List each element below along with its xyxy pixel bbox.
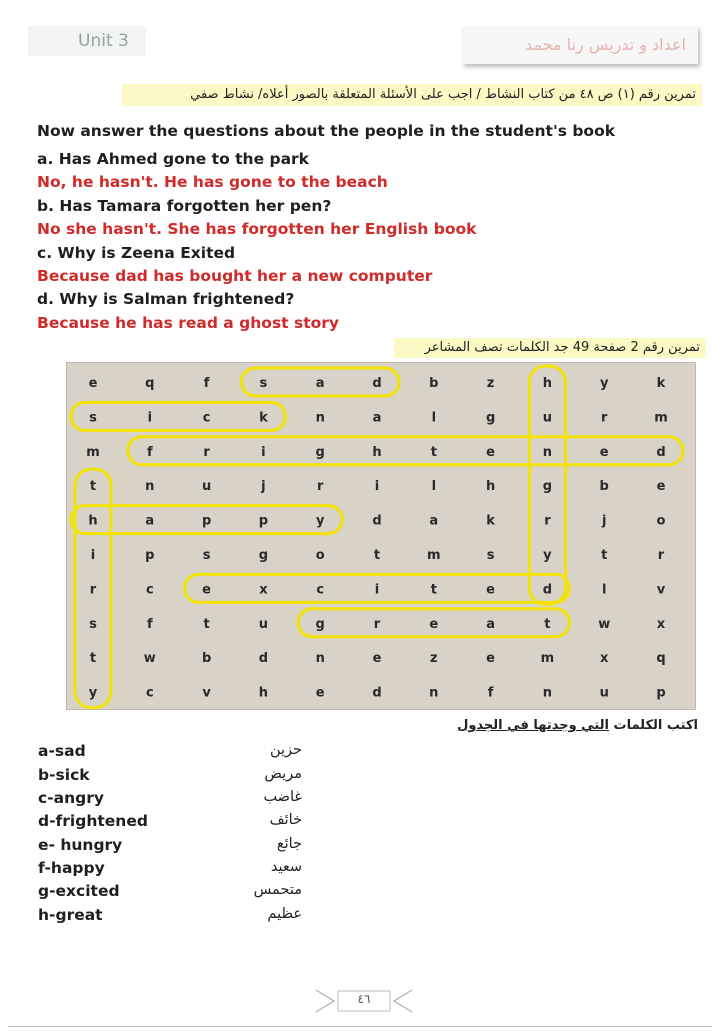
vocab-ar-g: متحمس (253, 882, 302, 898)
grid-letter: c (145, 582, 154, 598)
vocab-en-e: e- hungry (38, 836, 123, 854)
grid-letter: t (601, 548, 608, 563)
grid-letter: s (89, 616, 97, 632)
grid-letter: z (486, 376, 495, 391)
grid-letter: x (600, 651, 609, 667)
grid-letter: g (542, 479, 553, 495)
vocab-en-a: a-sad (38, 742, 86, 760)
grid-letter: l (601, 582, 607, 598)
grid-letter: r (544, 513, 551, 529)
grid-letter: b (599, 479, 609, 495)
grid-letter: a (429, 513, 439, 529)
grid-letter: h (258, 685, 269, 701)
grid-letter: h (485, 479, 496, 495)
grid-letter: g (315, 444, 325, 460)
grid-letter: e (486, 582, 496, 598)
grid-letter: b (429, 376, 439, 391)
question-b: b. Has Tamara forgotten her pen? (37, 197, 332, 215)
grid-letter: m (540, 651, 555, 667)
grid-letter: t (544, 616, 551, 632)
grid-letter: a (145, 513, 155, 529)
grid-letter: s (259, 376, 268, 391)
grid-letter: e (599, 444, 609, 460)
grid-letter: r (89, 582, 97, 598)
grid-letter: q (145, 376, 155, 391)
vocab-ar-f: سعيد (270, 859, 302, 875)
grid-letter: n (315, 410, 325, 426)
vocab-ar-b: مريض (264, 766, 302, 782)
grid-letter: i (374, 479, 380, 495)
grid-letter: t (203, 616, 210, 632)
grid-letter: m (654, 410, 668, 426)
exercise1-instruction: Now answer the questions about the people in the student's book (37, 122, 616, 140)
grid-letter: h (372, 444, 382, 460)
grid-letter: p (258, 513, 269, 529)
grid-letter: a (315, 376, 325, 391)
grid-letter: f (146, 444, 153, 460)
grid-letter: g (315, 616, 325, 632)
vocab-en-f: f-happy (38, 859, 105, 877)
grid-letter: z (430, 651, 438, 667)
grid-letter: x (259, 582, 268, 598)
grid-letter: i (374, 582, 380, 598)
grid-letter: j (261, 479, 266, 495)
exercise1-header: تمرين رقم (١) ص ٤٨ من كتاب النشاط / اجب على الأسئلة المتعلقة بالصور أعلاه/ نشاط صفي (122, 84, 702, 106)
grid-letter: p (145, 548, 155, 563)
write-words-header (457, 718, 698, 733)
grid-letter: e (486, 651, 496, 667)
grid-letter: h (88, 513, 98, 529)
vocab-ar-e: جائع (276, 836, 302, 852)
answer-a: No, he hasn't. He has gone to the beach (37, 173, 388, 191)
grid-letter: e (486, 444, 496, 460)
question-a: a. Has Ahmed gone to the park (37, 150, 309, 168)
grid-letter: r (373, 616, 381, 632)
grid-letter: u (599, 685, 609, 701)
answer-c: Because dad has bought her a new computer (37, 267, 433, 285)
grid-letter: o (656, 513, 666, 529)
word-search-grid (66, 362, 696, 710)
grid-letter: e (202, 582, 212, 598)
grid-letter: r (657, 548, 665, 563)
grid-letter: e (429, 616, 439, 632)
grid-letter: w (598, 616, 611, 632)
circle-sick (71, 402, 285, 430)
grid-letter: e (656, 479, 666, 495)
grid-letter: g (258, 548, 269, 563)
grid-letter: i (147, 410, 153, 426)
grid-letter: k (656, 376, 666, 391)
grid-letter: y (88, 685, 98, 701)
exercise2-header: تمرين رقم 2 صفحة 49 جد الكلمات تصف المشاعر (394, 338, 706, 358)
grid-letter: l (431, 479, 437, 495)
answer-b: No she hasn't. She has forgotten her English book (37, 220, 477, 238)
grid-letter: d (656, 444, 666, 460)
grid-letter: l (431, 410, 437, 426)
grid-letter: w (143, 651, 156, 667)
grid-letter: d (372, 376, 382, 391)
grid-letter: d (372, 685, 382, 701)
vocab-en-c: c-angry (38, 789, 104, 807)
grid-letter: j (601, 513, 607, 529)
grid-letter: n (542, 444, 553, 460)
grid-letter: n (315, 651, 325, 667)
grid-letter: r (600, 410, 608, 426)
grid-letter: s (89, 410, 97, 426)
grid-letter: c (316, 582, 325, 598)
page-number: ٤٦ (357, 992, 371, 1006)
page-number-badge (314, 988, 414, 1014)
grid-letter: t (373, 548, 381, 563)
grid-letter: f (203, 376, 210, 391)
grid-letter: k (486, 513, 495, 529)
grid-letter: e (315, 685, 325, 701)
grid-letter: x (656, 616, 666, 632)
grid-letter: u (542, 410, 553, 426)
word-search-svg (67, 363, 697, 711)
author-label: اعداد و تدريس رنا محمد (462, 26, 698, 64)
grid-letter: p (201, 513, 212, 529)
grid-letter: t (89, 479, 97, 495)
grid-letter: e (372, 651, 382, 667)
answer-d: Because he has read a ghost story (37, 314, 340, 332)
grid-letter: f (487, 685, 494, 701)
grid-letter: q (656, 651, 666, 667)
question-c: c. Why is Zeena Exited (37, 244, 236, 262)
vocab-en-d: d-frightened (38, 812, 148, 830)
grid-letter: s (486, 548, 495, 563)
write-words-header-text: اكتب الكلمات (613, 718, 698, 733)
grid-letter: y (543, 548, 552, 563)
grid-letter: c (202, 410, 211, 426)
grid-letter: h (542, 376, 553, 391)
grid-letter: b (201, 651, 212, 667)
grid-letter: y (315, 513, 325, 529)
unit-label: Unit 3 (28, 26, 146, 56)
write-words-header-underlined: التي وجدتها في الجدول (457, 718, 609, 733)
grid-letter: u (201, 479, 212, 495)
vocab-ar-a: حزين (269, 742, 302, 758)
grid-letter: d (372, 513, 382, 529)
grid-letter: v (202, 685, 211, 701)
grid-letter: i (261, 444, 266, 460)
grid-letter: t (89, 651, 97, 667)
grid-letter: r (316, 479, 324, 495)
grid-letter: a (486, 616, 495, 632)
bottom-divider (8, 1026, 712, 1027)
grid-letter: f (146, 616, 153, 632)
vocab-en-g: g-excited (38, 882, 120, 900)
grid-letter: g (485, 410, 496, 426)
grid-letter: d (542, 582, 553, 598)
grid-letter: c (145, 685, 154, 701)
vocab-en-h: h-great (38, 906, 103, 924)
grid-letter: n (542, 685, 553, 701)
grid-letter: a (372, 410, 382, 426)
grid-letter: p (656, 685, 666, 701)
grid-letter: n (145, 479, 155, 495)
grid-letter: d (258, 651, 269, 667)
grid-letter: n (429, 685, 439, 701)
grid-letter: t (430, 582, 437, 598)
grid-letter: i (90, 548, 96, 563)
vocab-ar-d: خائف (269, 812, 302, 828)
vocab-en-b: b-sick (38, 766, 90, 784)
question-d: d. Why is Salman frightened? (37, 290, 295, 308)
grid-letter: e (88, 376, 98, 391)
grid-letter: u (258, 616, 269, 632)
grid-letter: v (656, 582, 666, 598)
grid-letter: m (427, 548, 441, 563)
grid-letter: o (315, 548, 325, 563)
vocab-ar-h: عظيم (267, 906, 302, 922)
grid-letter: s (202, 548, 211, 563)
grid-letter: t (430, 444, 437, 460)
grid-letter: r (203, 444, 210, 460)
grid-letter: y (599, 376, 609, 391)
grid-letter: m (86, 444, 100, 460)
grid-letter: k (259, 410, 268, 426)
vocab-ar-c: غاضب (263, 789, 302, 805)
